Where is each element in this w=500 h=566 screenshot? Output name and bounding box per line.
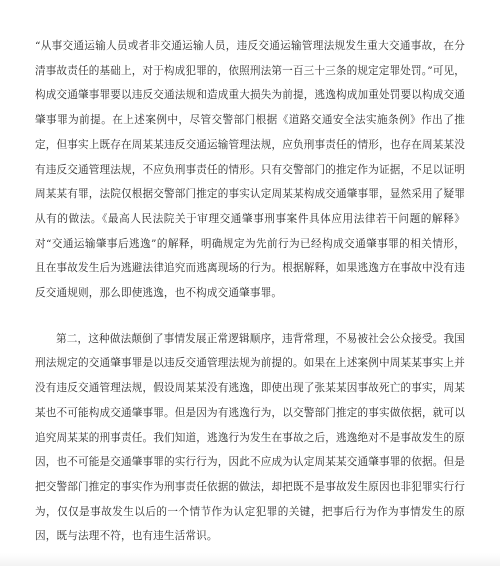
document-body (35, 34, 465, 549)
paragraph-1: “从事交通运输人员或者非交通运输人员，违反交通运输管理法规发生重大交通事故，在分清事故责任的基础上，对于构成犯罪的，依照刑法第一百三十三条的规定定罪处罚。”可见，构成交通肇事罪要以违反交通法规和造成重大损失为前提，逃逸构成加重处罚要以构成交通肇事罪为前提。在上述案例中，尽管交警部门根据《道路交通安全法实施条例》作出了推定，但事实上既存在周某某违反交通运输管理法规，应负刑事责任的情形，也存在周某某没有违反交通管理法规，不应负刑事责任的情形。只有交警部门的推定作为证据，不足以证明周某某有罪，法院仅根据交警部门推定的事实认定周某某构成交通肇事罪，显然采用了疑罪从有的做法。《最高人民法院关于审理交通肇事刑事案件具体应用法律若干问题的解释》对“交通运输肇事后逃逸”的解释，明确规定为先前行为已经构成交通肇事罪的相关情形，且在事故发生后为逃避法律追究而逃离现场的行为。根据解释，如果逃逸方在事故中没有违反交通规则，那么即使逃逸，也不构成交通肇事罪。 (35, 40, 466, 300)
page-bottom-edge (0, 553, 500, 566)
paragraph-2: 第二，这种做法颠倒了事情发展正常逻辑顺序，违背常理，不易被社会公众接受。我国刑法规定的交通肇事罪是以违反交通管理法规为前提的。如果在上述案例中周某某事实上并没有违反交通管理法规，假设周某某没有逃逸，即使出现了张某某因事故死亡的事实，周某某也不可能构成交通肇事罪。但是因为有逃逸行为，以交警部门推定的事实做依据，就可以追究周某某的刑事责任。我们知道，逃逸行为发生在事故之后，逃逸绝对不是事故发生的原因，也不可能是交通肇事罪的实行行为，因此不应成为认定周某某交通肇事罪的依据。但是把交警部门推定的事实作为刑事责任依据的做法，却把既不是事故发生原因也非犯罪实行行为，仅仅是事故发生以后的一个情节作为认定犯罪的关键，把事后行为作为事情发生的原因，既与法理不符，也有违生活常识。 (35, 332, 465, 543)
